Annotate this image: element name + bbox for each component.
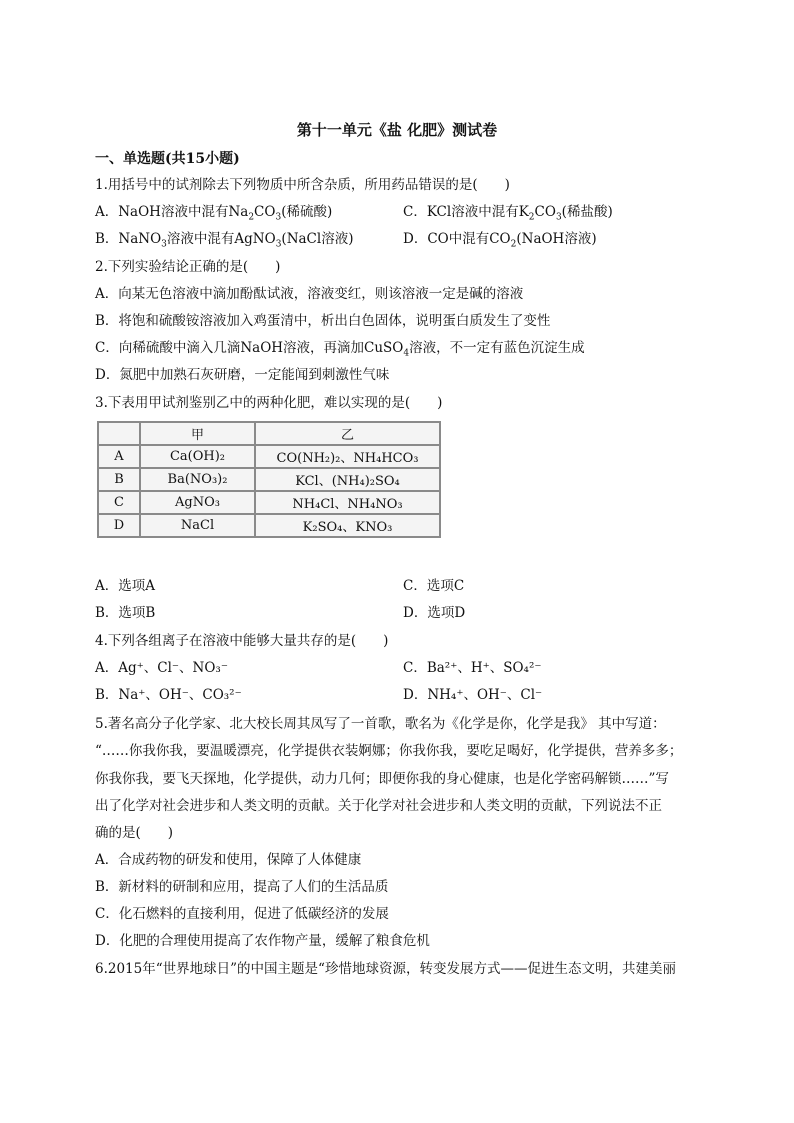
question-5-option-b: B．新材料的研制和应用，提高了人们的生活品质 [95,879,389,895]
question-5-option-c: C．化石燃料的直接利用，促进了低碳经济的发展 [95,906,389,922]
question-2-option-a: A．向某无色溶液中滴加酚酞试液，溶液变红，则该溶液一定是碱的溶液 [95,286,524,302]
option-text: (稀硫酸) [281,204,333,220]
subscript: 3 [555,212,562,223]
question-4-option-d: D．NH₄⁺、OH⁻、Cl⁻ [403,687,543,703]
table-cell: Ba(NO₃)₂ [140,468,255,491]
question-5-stem-line: 你我你我，要飞天探地，化学提供，动力几何；即便你我的身心健康，也是化学密码解锁……”写 [95,771,669,787]
question-1-stem: 1.用括号中的试剂除去下列物质中所含杂质，所用药品错误的是( ) [95,177,510,193]
question-1-option-a [95,203,332,227]
subscript: 3 [275,212,282,223]
table-cell: KCl、(NH₄)₂SO₄ [255,468,440,491]
table-cell: B [98,468,140,491]
question-2-option-d: D．氮肥中加熟石灰研磨，一定能闻到刺激性气味 [95,367,390,383]
table-row [98,491,440,514]
table-cell: K₂SO₄、KNO₃ [255,514,440,537]
option-text: (NaCl溶液) [281,231,354,247]
question-2-stem: 2.下列实验结论正确的是( ) [95,259,281,275]
reagent-table [97,421,441,538]
table-cell: A [98,445,140,468]
table-cell: NaCl [140,514,255,537]
subscript: 2 [528,212,535,223]
table-cell: D [98,514,140,537]
option-text: 溶液，不一定有蓝色沉淀生成 [409,340,585,356]
option-text: C．KCl溶液中混有K [403,204,529,220]
option-text: A．NaOH溶液中混有Na [95,204,249,220]
question-5-stem-line: “……你我你我，要温暖漂亮，化学提供衣装婀娜；你我你我，要吃足喝好，化学提供，营养多多； [95,743,683,759]
table-header-cell: 甲 [140,422,255,445]
question-3-option-d: D．选项D [403,605,466,621]
option-text: (NaOH溶液) [516,231,597,247]
table-cell: NH₄Cl、NH₄NO₃ [255,491,440,514]
option-text: CO [534,204,556,220]
question-4-stem: 4.下列各组离子在溶液中能够大量共存的是( ) [95,633,389,649]
option-text: 溶液中混有AgNO [166,231,276,247]
question-5-option-a: A．合成药物的研发和使用，保障了人体健康 [95,852,362,868]
option-text: D．CO中混有CO [403,231,511,247]
option-text: CO [254,204,276,220]
question-1-option-c [403,203,613,227]
question-3-stem: 3.下表用甲试剂鉴别乙中的两种化肥，难以实现的是( ) [95,395,443,411]
question-2-option-c [95,339,585,363]
table-header-row [98,422,440,445]
question-6-stem-line: 6.2015年“世界地球日”的中国主题是“珍惜地球资源，转变发展方式——促进生态文明，共建美丽 [95,961,676,977]
question-3-option-b: B．选项B [95,605,156,621]
subscript: 2 [510,239,517,250]
question-5-option-d: D．化肥的合理使用提高了农作物产量，缓解了粮食危机 [95,933,430,949]
question-5-stem-line: 5.著名高分子化学家、北大校长周其凤写了一首歌，歌名为《化学是你，化学是我》 其中写道： [95,716,666,732]
question-4-option-a: A．Ag⁺、Cl⁻、NO₃⁻ [95,660,228,676]
question-4-option-c: C．Ba²⁺、H⁺、SO₄²⁻ [403,660,542,676]
table-cell: CO(NH₂)₂、NH₄HCO₃ [255,445,440,468]
table-header-cell: 乙 [255,422,440,445]
page-title: 第十一单元《盐 化肥》测试卷 [296,121,498,139]
question-4-option-b: B．Na⁺、OH⁻、CO₃²⁻ [95,687,242,703]
subscript: 2 [248,212,255,223]
section-heading: 一、单选题(共15小题) [95,151,240,167]
subscript: 3 [161,239,167,250]
question-5-stem-line: 出了化学对社会进步和人类文明的贡献。关于化学对社会进步和人类文明的贡献，下列说法不正 [95,798,662,814]
question-2-option-b: B．将饱和硫酸铵溶液加入鸡蛋清中，析出白色固体，说明蛋白质发生了变性 [95,313,551,329]
table-header-cell [98,422,140,445]
subscript: 3 [275,239,282,250]
question-3-option-c: C．选项C [403,578,465,594]
table-row [98,514,440,537]
subscript: 4 [403,348,410,359]
table-cell: Ca(OH)₂ [140,445,255,468]
question-5-stem-line: 确的是( ) [95,825,174,841]
option-text: (稀盐酸) [561,204,613,220]
question-3-option-a: A．选项A [95,578,155,594]
question-1-option-d [403,230,597,254]
option-text: C．向稀硫酸中滴入几滴NaOH溶液，再滴加CuSO [95,340,404,356]
table-cell: C [98,491,140,514]
table-cell: AgNO₃ [140,491,255,514]
table-row [98,445,440,468]
option-text: B．NaNO [95,231,162,247]
table-row [98,468,440,491]
question-1-option-b [95,230,353,254]
